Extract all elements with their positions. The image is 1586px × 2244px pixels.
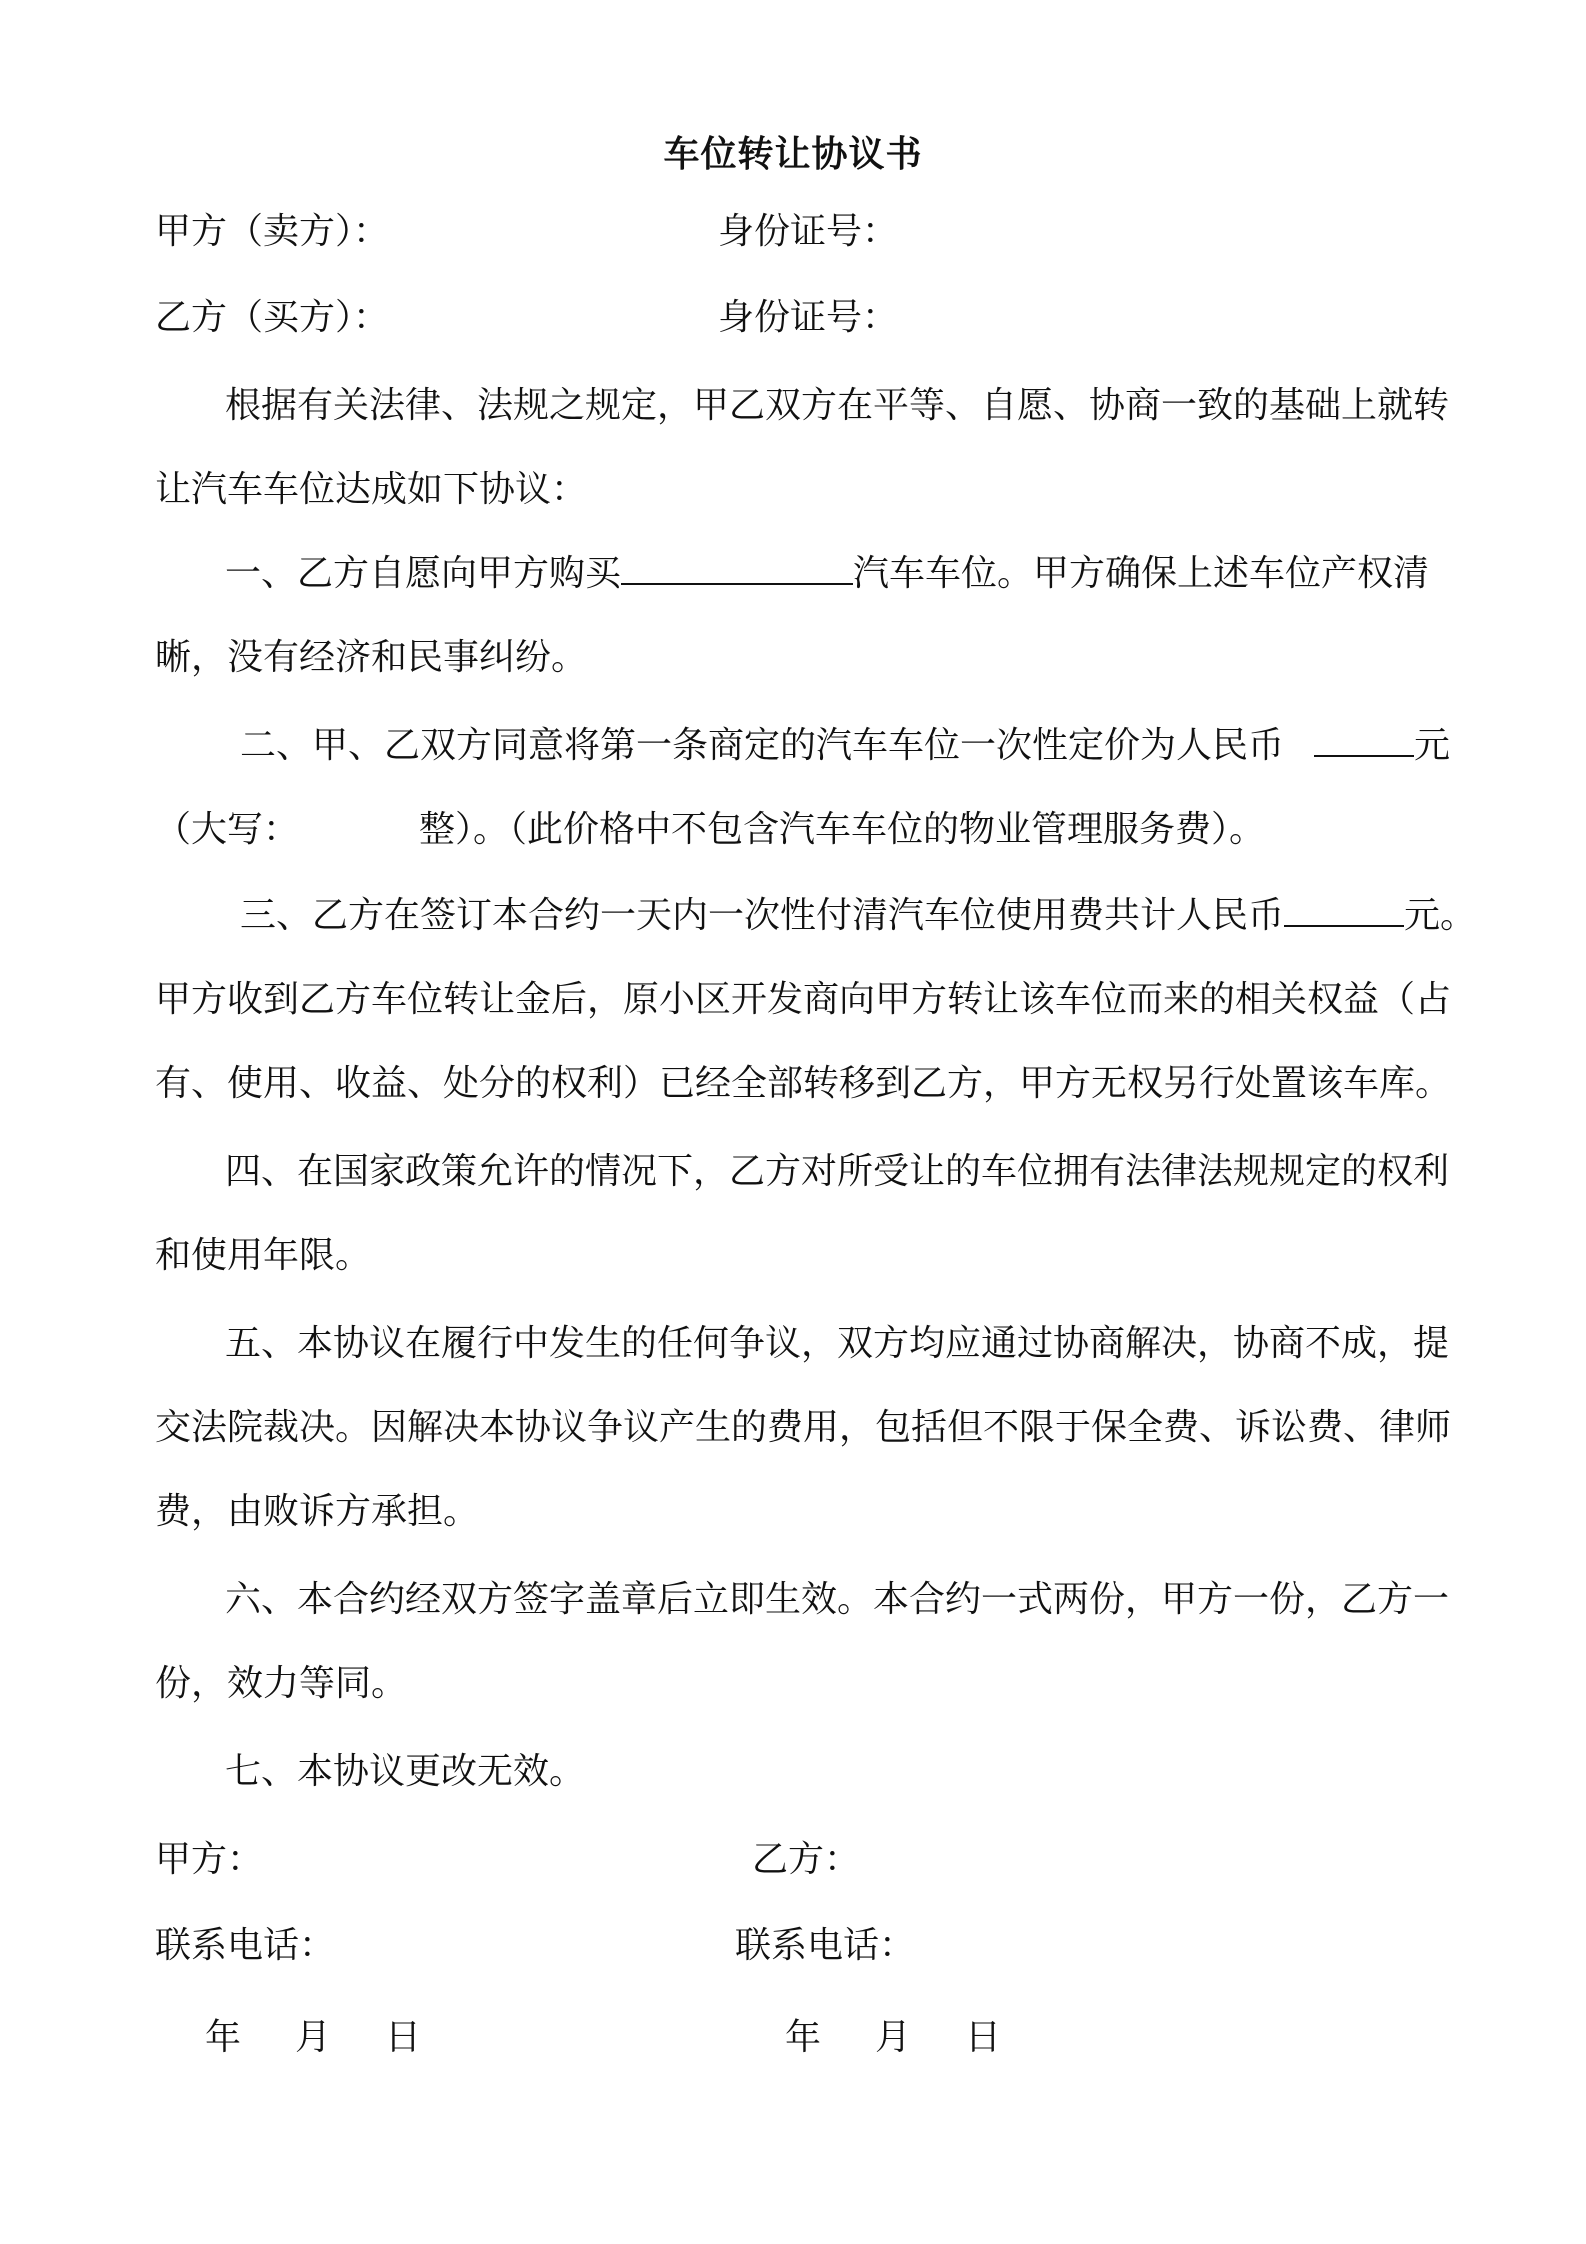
clause-3-fee-blank — [1284, 895, 1404, 927]
preamble-line-2: 让汽车车位达成如下协议： — [155, 469, 588, 510]
clause-7-line-1: 七、本协议更改无效。 — [225, 1751, 586, 1792]
clause-4-line-2: 和使用年限。 — [155, 1235, 372, 1276]
clause-4-line-1: 四、在国家政策允许的情况下，乙方对所受让的车位拥有法律法规规定的权利 — [225, 1151, 1450, 1192]
preamble-line-1: 根据有关法律、法规之规定，甲乙双方在平等、自愿、协商一致的基础上就转 — [225, 385, 1450, 426]
date-a-month: 月 — [295, 2017, 332, 2058]
phone-party-a: 联系电话： — [155, 1925, 336, 1966]
party-a-label: 甲方（卖方）： — [155, 211, 390, 252]
clause-2-line-2 — [155, 808, 1265, 852]
clause-2-line-1 — [240, 724, 1450, 768]
clause-5-line-1: 五、本协议在履行中发生的任何争议，双方均应通过协商解决，协商不成，提 — [225, 1323, 1450, 1364]
clause-6-line-1: 六、本合约经双方签字盖章后立即生效。本合约一式两份，甲方一份，乙方一 — [225, 1579, 1450, 1620]
clause-1-line-1 — [225, 552, 1429, 596]
phone-party-b: 联系电话： — [735, 1925, 916, 1966]
date-b-year: 年 — [785, 2017, 822, 2058]
clause-1-text-post: 汽车车位。甲方确保上述车位产权清 — [853, 553, 1430, 594]
date-b-month: 月 — [875, 2017, 912, 2058]
signature-party-b: 乙方： — [752, 1839, 861, 1880]
clause-3-line-3: 有、使用、收益、处分的权利）已经全部转移到乙方，甲方无权另行处置该车库。 — [155, 1063, 1452, 1104]
clause-2-capital-rest: 整）。（此价格中不包含汽车车位的物业管理服务费）。 — [419, 809, 1266, 850]
clause-1-blank — [621, 553, 853, 585]
clause-5-line-2: 交法院裁决。因解决本协议争议产生的费用，包括但不限于保全费、诉讼费、律师 — [155, 1407, 1452, 1448]
clause-3-line-1 — [240, 894, 1476, 938]
party-a-id-label: 身份证号： — [718, 211, 899, 252]
clause-5-line-3: 费，由败诉方承担。 — [155, 1491, 480, 1532]
clause-3-text-pre: 三、乙方在签订本合约一天内一次性付清汽车位使用费共计人民币 — [240, 895, 1285, 936]
clause-2-capital-label: （大写： — [155, 809, 300, 850]
clause-3-line-2: 甲方收到乙方车位转让金后，原小区开发商向甲方转让该车位而来的相关权益（占 — [155, 979, 1452, 1020]
clause-2-text-post: 元 — [1414, 725, 1451, 766]
clause-2-text-pre: 二、甲、乙双方同意将第一条商定的汽车车位一次性定价为人民币 — [240, 725, 1285, 766]
date-a-day: 日 — [385, 2017, 422, 2058]
date-a-year: 年 — [205, 2017, 242, 2058]
clause-1-text-pre: 一、乙方自愿向甲方购买 — [225, 553, 622, 594]
clause-2-price-blank — [1314, 725, 1414, 757]
clause-3-text-post: 元。 — [1404, 895, 1477, 936]
date-b-day: 日 — [965, 2017, 1002, 2058]
party-b-id-label: 身份证号： — [718, 297, 899, 338]
signature-party-a: 甲方： — [155, 1839, 264, 1880]
clause-6-line-2: 份，效力等同。 — [155, 1663, 408, 1704]
document-title: 车位转让协议书 — [663, 133, 923, 175]
clause-1-line-2: 晰，没有经济和民事纠纷。 — [155, 637, 588, 678]
party-b-label: 乙方（买方）： — [155, 297, 390, 338]
